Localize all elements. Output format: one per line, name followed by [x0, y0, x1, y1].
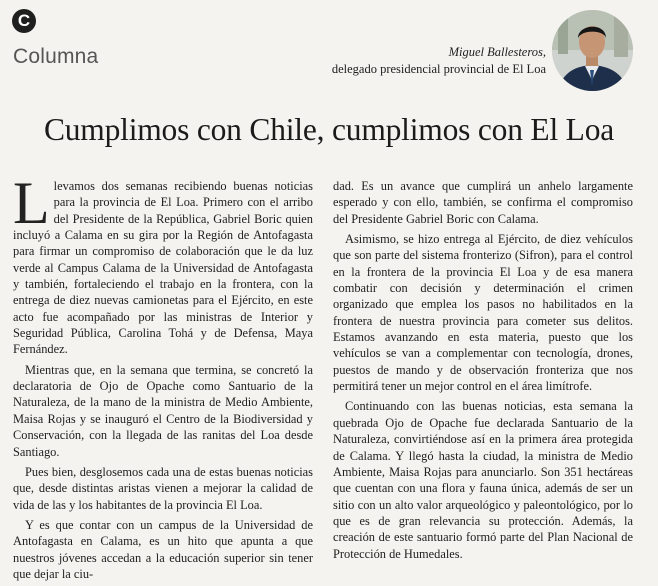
section-badge: C: [12, 9, 36, 33]
author-photo: [552, 10, 633, 91]
author-name: Miguel Ballesteros,: [448, 45, 546, 59]
paragraph: Mientras que, en la semana que termina, se concretó la declaratoria de Ojo de Opache como Santuario de la Naturaleza, de la mano de la ministra de Medio Ambiente, Maisa Rojas y se inauguró el Centro de la Biodiversidad y Conservación, con la llegada de las ranitas del Loa desde Santiago.: [13, 362, 313, 459]
section-label: Columna: [13, 45, 99, 68]
headline: Cumplimos con Chile, cumplimos con El Loa: [43, 112, 615, 147]
author-portrait-image: [552, 10, 633, 91]
paragraph: Asimismo, se hizo entrega al Ejército, de diez vehículos que son parte del sistema fronterizo (Sifron), para el control en la frontera de la provincia El Loa y de esa manera combatir con decisión y determinación el crimen organizado que emplea los pasos no habilitados en la frontera de nuestra provincia para cometer sus delitos. Estamos avanzando en esta materia, puesto que los vehículos se van a complementar con tecnología, drones, puestos de mando y de observación fronteriza que nos permitirá tener un mejor control en el área limítrofe.: [333, 232, 633, 394]
article-column-right: [333, 178, 633, 566]
paragraph: Continuando con las buenas noticias, esta semana la quebrada Ojo de Opache fue declarada Santuario de la Naturaleza, convirtiéndose así en la primera área protegida de Calama. Y llegó hasta la ciudad, la ministra de Medio Ambiente, Maisa Rojas para anunciarlo. Son 351 hectáreas que cuentan con una flora y fauna única, además de ser un sitio con un alto valor arqueológico y paleontológico, por lo que es de gran relevancia su protección. Además, la creación de este santuario formó parte del Plan Nacional de Protección de Humedales.: [333, 399, 633, 561]
author-role: delegado presidencial provincial de El Loa: [331, 62, 546, 76]
article-column-left: [13, 170, 313, 586]
paragraph: Pues bien, desglosemos cada una de estas buenas noticias que, desde distintas aristas vienen a mejorar la calidad de vida de las y los habitantes de la provincia El Loa.: [13, 464, 313, 512]
author-byline: [332, 44, 546, 78]
paragraph: Y es que contar con un campus de la Universidad de Antofagasta en Calama, es un hito que apunta a que nuestros jóvenes accedan a la educación superior sin tener que dejar la ciu-: [13, 517, 313, 581]
paragraph-text: levamos dos semanas recibiendo buenas noticias para la provincia de El Loa. Primero con el arribo del Presidente de la República, Gabriel Boric quien incluyó a Calama en su gira por la Región de Antofagasta para firmar un compromiso de colaboración que le da luz verde al Campus Calama de la Universidad de Antofagasta y también, fortaleciendo el trabajo en la frontera, con la entrega de diez nuevas camionetas para el Ejército, en este acto fue acompañado por las ministras de Interior y Seguridad Pública, Carolina Tohá y de Defensa, Maya Fernández.: [13, 179, 313, 357]
paragraph: [13, 170, 313, 358]
drop-cap: L: [13, 170, 50, 236]
paragraph: dad. Es un avance que cumplirá un anhelo largamente esperado y con ello, también, se confirma el compromiso del Presidente Gabriel Boric con Calama.: [333, 179, 633, 226]
